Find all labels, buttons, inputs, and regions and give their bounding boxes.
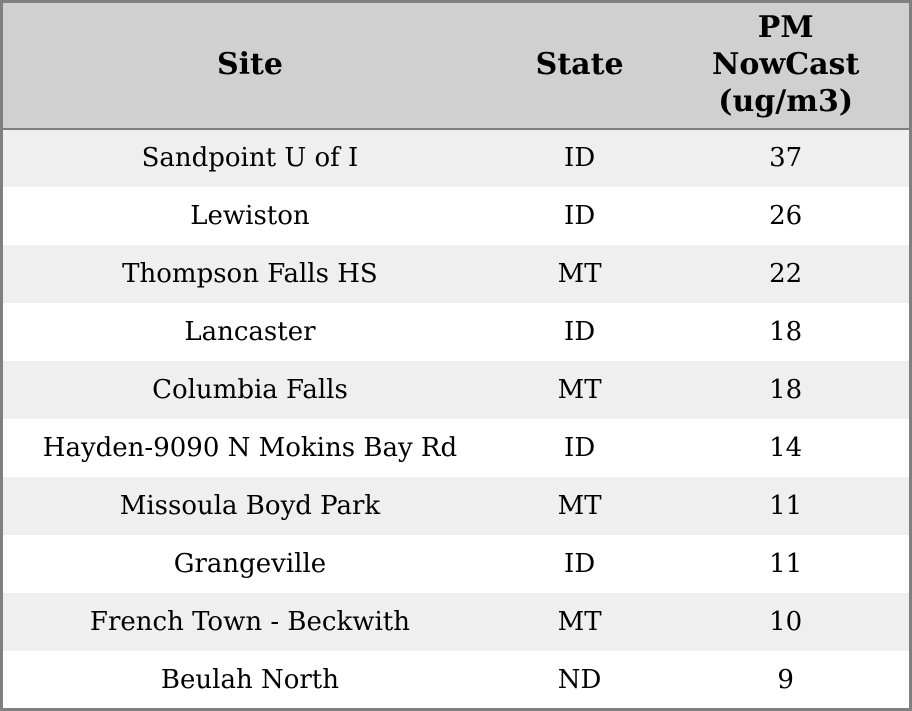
pm-value-cell: 26 [769,200,803,231]
table-row [2,303,911,361]
site-cell: Hayden-9090 N Mokins Bay Rd [42,433,458,464]
table-row [2,129,911,187]
state-cell: MT [557,258,602,289]
site-cell: Grangeville [173,549,327,580]
state-cell: ID [564,143,596,174]
pm-value-cell: 18 [769,316,803,347]
column-header-site: Site [2,2,497,129]
state-cell: MT [557,607,602,638]
state-cell: MT [557,491,602,522]
pm-value-cell: 11 [769,549,803,580]
site-cell: Lancaster [184,316,316,347]
site-cell: Thompson Falls HS [122,258,378,289]
column-header-pm-nowcast-label: PM NowCast (ug/m3) [711,10,860,119]
table-row [2,187,911,245]
column-header-pm-nowcast [662,2,910,129]
table-row [2,535,911,593]
site-cell: Sandpoint U of I [141,143,359,174]
state-cell: ID [564,200,596,231]
table-body [2,129,911,710]
site-cell: French Town - Beckwith [89,607,410,638]
table-row [2,593,911,651]
table-row [2,361,911,419]
state-cell: ID [564,433,596,464]
pm-value-cell: 11 [769,491,803,522]
site-cell: Beulah North [160,664,339,695]
state-cell: ID [564,549,596,580]
pm-value-cell: 18 [769,374,803,405]
state-cell: MT [557,374,602,405]
pm-value-cell: 37 [769,143,803,174]
table-row [2,245,911,303]
column-header-state: State [497,2,662,129]
header-row [2,2,911,129]
table-row [2,477,911,535]
table-header [2,2,911,129]
table-row [2,419,911,477]
pm-value-cell: 9 [777,664,794,695]
site-cell: Columbia Falls [152,374,348,405]
site-cell: Missoula Boyd Park [119,491,381,522]
pm-value-cell: 10 [769,607,803,638]
pm-value-cell: 14 [769,433,803,464]
state-cell: ID [564,316,596,347]
table-row [2,651,911,709]
site-cell: Lewiston [190,200,310,231]
pm-value-cell: 22 [769,258,803,289]
state-cell: ND [557,664,602,695]
